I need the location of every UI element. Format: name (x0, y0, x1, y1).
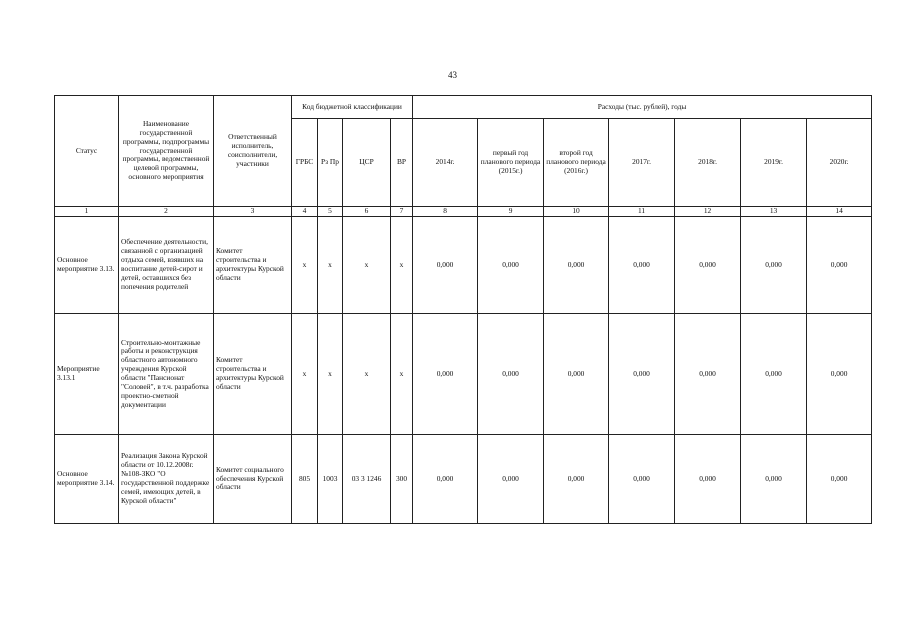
row-value-2020: 0,000 (807, 435, 872, 524)
row-vr: х (391, 217, 413, 314)
header-2015: первый год планового периода (2015г.) (478, 119, 544, 207)
row-value-2017: 0,000 (609, 435, 675, 524)
column-number: 8 (413, 207, 478, 217)
header-2017: 2017г. (609, 119, 675, 207)
row-rzpr: 1003 (318, 435, 343, 524)
header-expenses: Расходы (тыс. рублей), годы (413, 96, 872, 119)
row-grbs: х (292, 314, 318, 435)
table-row (55, 314, 872, 435)
column-number: 10 (544, 207, 609, 217)
row-value-2018: 0,000 (675, 217, 741, 314)
table-row (55, 217, 872, 314)
row-value-2016: 0,000 (544, 217, 609, 314)
header-2016: второй год планового периода (2016г.) (544, 119, 609, 207)
row-rzpr: х (318, 217, 343, 314)
budget-table (54, 95, 872, 524)
row-grbs: 805 (292, 435, 318, 524)
row-value-2015: 0,000 (478, 217, 544, 314)
page-number: 43 (448, 70, 457, 80)
row-responsible: Комитет социального обеспечения Курской области (214, 435, 292, 524)
column-number: 7 (391, 207, 413, 217)
table-row (55, 435, 872, 524)
row-value-2015: 0,000 (478, 314, 544, 435)
row-grbs: х (292, 217, 318, 314)
row-responsible: Комитет строительства и архитектуры Курской области (214, 217, 292, 314)
header-vr: ВР (391, 119, 413, 207)
row-status: Основное мероприятие 3.13. (55, 217, 119, 314)
column-number: 6 (343, 207, 391, 217)
column-number: 4 (292, 207, 318, 217)
column-number: 1 (55, 207, 119, 217)
header-grbs: ГРБС (292, 119, 318, 207)
row-value-2020: 0,000 (807, 314, 872, 435)
row-vr: 300 (391, 435, 413, 524)
row-name: Реализация Закона Курской области от 10.12.2008г. №108-ЗКО "О государственной поддержке семей, имеющих детей, в Курской области" (119, 435, 214, 524)
header-2014: 2014г. (413, 119, 478, 207)
column-numbers-row (55, 207, 872, 217)
column-number: 5 (318, 207, 343, 217)
row-responsible: Комитет строительства и архитектуры Курской области (214, 314, 292, 435)
column-number: 2 (119, 207, 214, 217)
header-csr: ЦСР (343, 119, 391, 207)
row-value-2017: 0,000 (609, 314, 675, 435)
row-csr: х (343, 314, 391, 435)
row-value-2014: 0,000 (413, 314, 478, 435)
row-csr: х (343, 217, 391, 314)
column-number: 13 (741, 207, 807, 217)
row-status: Основное мероприятие 3.14. (55, 435, 119, 524)
row-rzpr: х (318, 314, 343, 435)
row-value-2018: 0,000 (675, 314, 741, 435)
row-value-2018: 0,000 (675, 435, 741, 524)
row-value-2016: 0,000 (544, 435, 609, 524)
column-number: 9 (478, 207, 544, 217)
header-budget-code: Код бюджетной классификации (292, 96, 413, 119)
row-value-2019: 0,000 (741, 435, 807, 524)
row-csr: 03 3 1246 (343, 435, 391, 524)
row-value-2015: 0,000 (478, 435, 544, 524)
header-2019: 2019г. (741, 119, 807, 207)
row-value-2017: 0,000 (609, 217, 675, 314)
header-rzpr: Рз Пр (318, 119, 343, 207)
header-2020: 2020г. (807, 119, 872, 207)
header-status: Статус (55, 96, 119, 207)
row-vr: х (391, 314, 413, 435)
row-value-2014: 0,000 (413, 217, 478, 314)
row-name: Обеспечение деятельности, связанной с организацией отдыха семей, взявших на воспитание детей-сирот и детей, оставшихся без попечения родителей (119, 217, 214, 314)
row-name: Строительно-монтажные работы и реконструкция областного автономного учреждения Курской области "Пансионат "Соловей", в т.ч. разработка проектно-сметной документации (119, 314, 214, 435)
column-number: 11 (609, 207, 675, 217)
column-number: 3 (214, 207, 292, 217)
row-value-2019: 0,000 (741, 217, 807, 314)
table-header-row (55, 96, 872, 119)
header-2018: 2018г. (675, 119, 741, 207)
header-responsible: Ответственный исполнитель, соисполнители, участники (214, 96, 292, 207)
row-value-2019: 0,000 (741, 314, 807, 435)
row-value-2014: 0,000 (413, 435, 478, 524)
header-name: Наименование государственной программы, подпрограммы государственной программы, ведомственной целевой программы, основного мероприятия (119, 96, 214, 207)
row-status: Мероприятие 3.13.1 (55, 314, 119, 435)
column-number: 12 (675, 207, 741, 217)
row-value-2020: 0,000 (807, 217, 872, 314)
row-value-2016: 0,000 (544, 314, 609, 435)
column-number: 14 (807, 207, 872, 217)
